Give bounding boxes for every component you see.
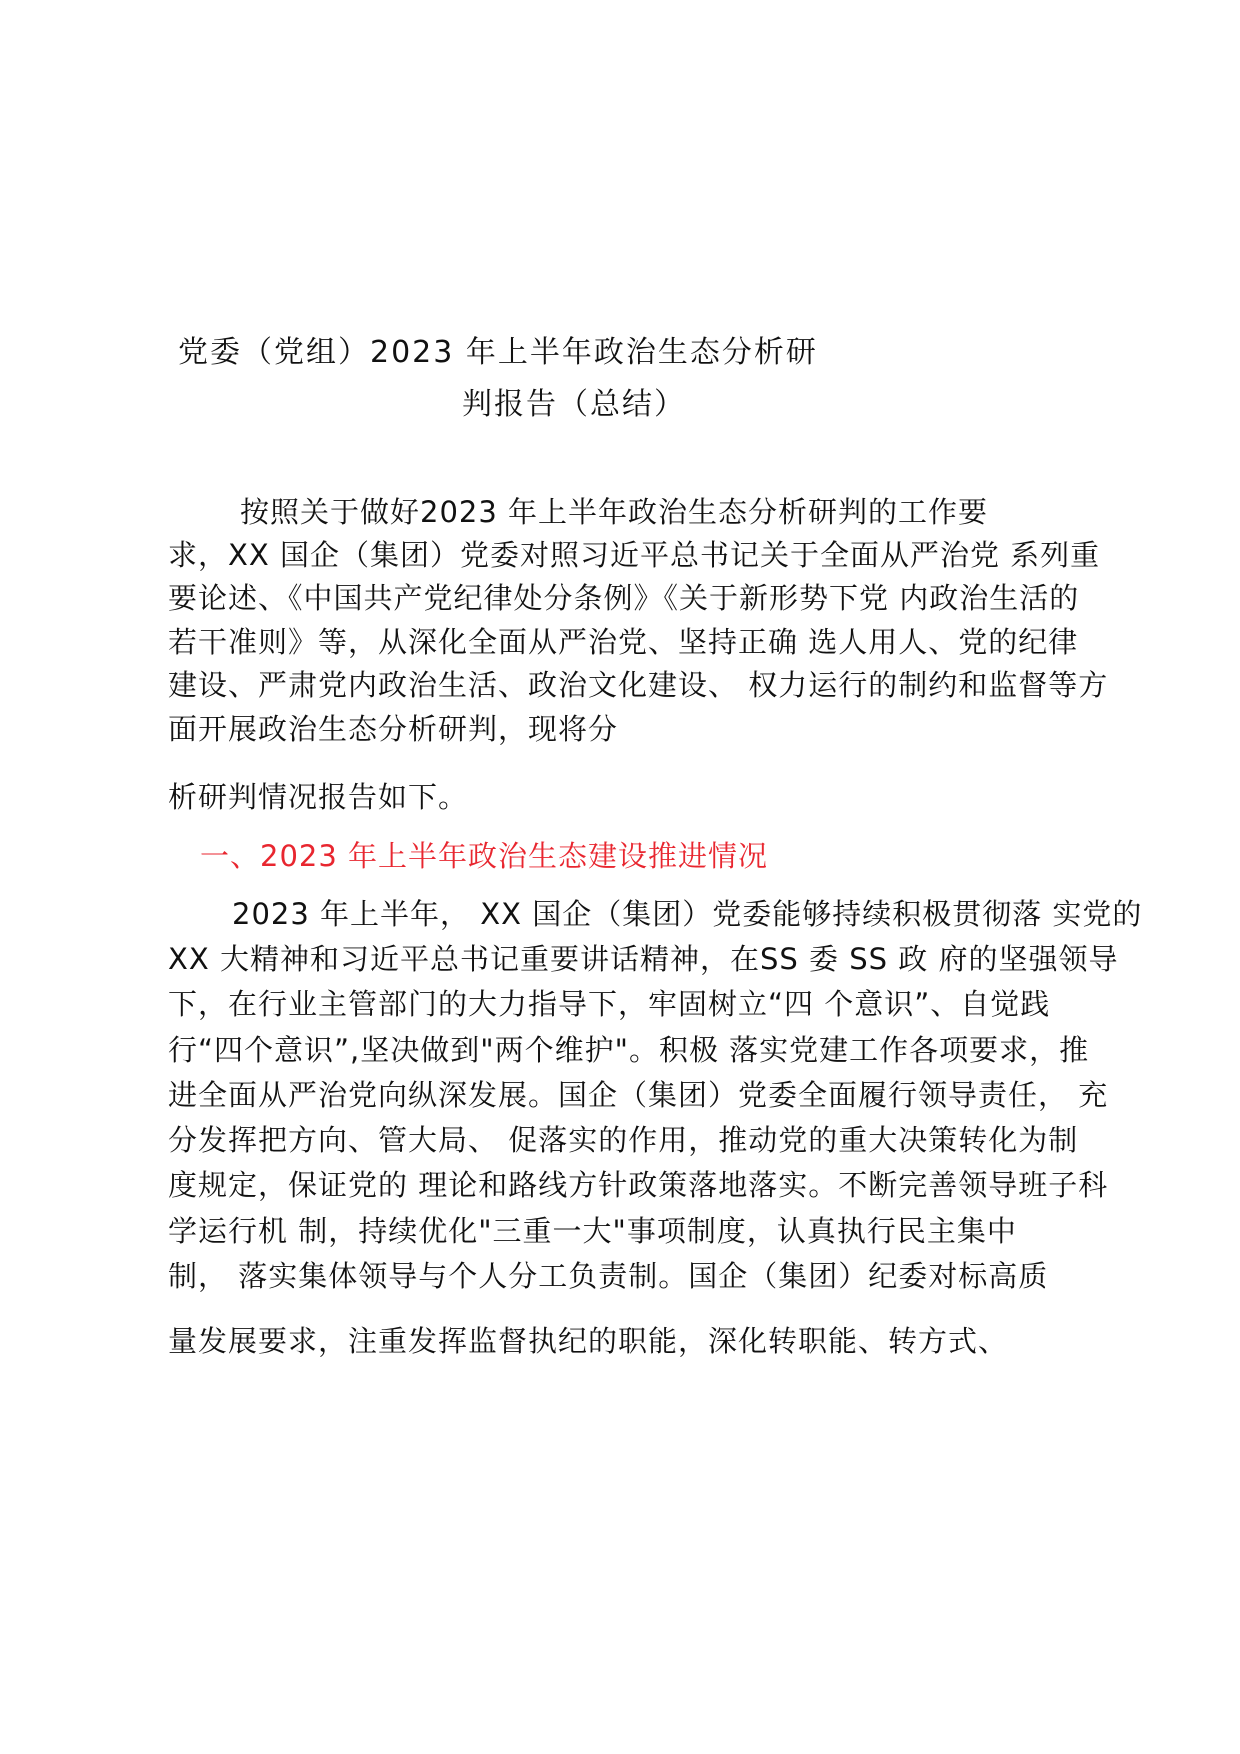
- paragraph2-line-8: 学运行机 制，持续优化"三重一大"事项制度，认真执行民主集中: [168, 1214, 1017, 1248]
- paragraph2-line-5: 进全面从严治党向纵深发展。国企（集团）党委全面履行领导责任， 充: [168, 1078, 1109, 1112]
- paragraph2-line-4: 行“四个意识”,坚决做到"两个维护"。积极 落实党建工作各项要求，推: [168, 1033, 1090, 1067]
- paragraph1-line-7: 析研判情况报告如下。: [168, 780, 469, 814]
- paragraph2-line-9: 制， 落实集体领导与个人分工负责制。国企（集团）纪委对标高质: [168, 1259, 1049, 1293]
- section-heading: 一、2023 年上半年政治生态建设推进情况: [200, 839, 769, 873]
- document-title-line-1: 党委（党组）2023 年上半年政治生态分析研: [178, 335, 818, 370]
- paragraph1-line-5: 建设、严肃党内政治生活、政治文化建设、 权力运行的制约和监督等方: [168, 668, 1109, 702]
- paragraph1-line-6: 面开展政治生态分析研判，现将分: [168, 712, 619, 746]
- paragraph2-line-1: 2023 年上半年， XX 国企（集团）党委能够持续积极贯彻落 实党的: [232, 897, 1143, 931]
- paragraph1-line-2: 求，XX 国企（集团）党委对照习近平总书记关于全面从严治党 系列重: [168, 538, 1101, 572]
- paragraph2-line-7: 度规定，保证党的 理论和路线方针政策落地落实。不断完善领导班子科: [168, 1168, 1109, 1202]
- paragraph1-line-3: 要论述、《中国共产党纪律处分条例》《关于新形势下党 内政治生活的: [168, 581, 1080, 615]
- paragraph1-line-4: 若干准则》等，从深化全面从严治党、坚持正确 选人用人、党的纪律: [168, 625, 1079, 659]
- paragraph2-line-6: 分发挥把方向、管大局、 促落实的作用，推动党的重大决策转化为制: [168, 1123, 1079, 1157]
- paragraph1-line-1: 按照关于做好2023 年上半年政治生态分析研判的工作要: [240, 495, 989, 529]
- paragraph2-line-2: XX 大精神和习近平总书记重要讲话精神，在SS 委 SS 政 府的坚强领导: [168, 942, 1119, 976]
- paragraph2-line-10: 量发展要求，注重发挥监督执纪的职能，深化转职能、转方式、: [168, 1324, 1009, 1358]
- document-title-line-2: 判报告（总结）: [462, 387, 686, 422]
- paragraph2-line-3: 下，在行业主管部门的大力指导下，牢固树立“四 个意识”、自觉践: [168, 987, 1051, 1021]
